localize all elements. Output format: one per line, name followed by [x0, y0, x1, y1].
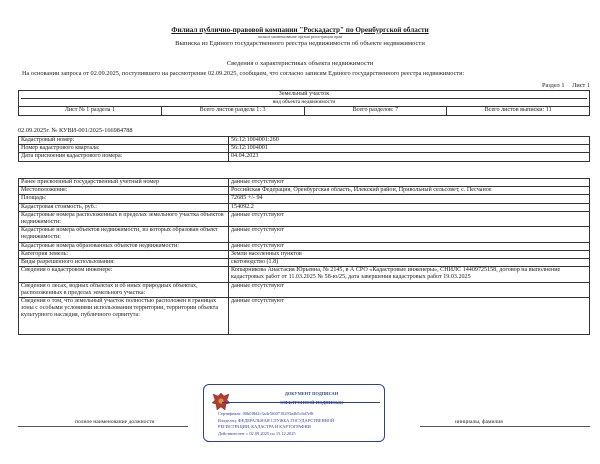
row-label: Категория земель:	[19, 250, 229, 258]
row-value: данные отсутствуют	[229, 227, 590, 242]
table-row	[19, 203, 590, 211]
table-row	[19, 242, 590, 250]
row-label: Кадастровый номер:	[19, 137, 229, 145]
table-row	[19, 153, 590, 161]
row-label: Номер кадастрового квартала:	[19, 145, 229, 153]
object-type-cell	[19, 91, 590, 107]
organization-caption: полное наименование органа регистрации прав	[257, 34, 343, 39]
row-label: Кадастровые номера объектов недвижимости, из которых образован объект недвижимости:	[19, 227, 229, 242]
registration-number: 02.09.2025г. № КУВИ-001/2025-166984788	[18, 127, 133, 134]
table-row	[19, 195, 590, 203]
position-caption: полное наименование должности	[75, 419, 155, 425]
table-row	[19, 187, 590, 195]
electronic-signature-stamp	[203, 384, 385, 442]
section-label: Раздел 1	[541, 82, 565, 89]
row-value: Российская Федерация, Оренбургская область, Илекский район, Привольный сельсовет, с. Песчаное	[229, 187, 590, 195]
row-label: Сведения о кадастровом инженере:	[19, 267, 229, 282]
row-value: скотоводство (1.8)	[229, 259, 590, 267]
table-row	[19, 298, 590, 335]
total-sheets: Всего листов выписки: 11	[447, 107, 590, 115]
row-value: 04.04.2023	[229, 153, 590, 161]
stamp-owner-cont: РЕГИСТРАЦИИ, КАДАСТРА И КАРТОГРАФИИ	[218, 424, 311, 429]
row-label: Местоположение:	[19, 187, 229, 195]
stamp-certificate: Сертификат: 00b0f8d2c3a4e5f60718293a4b5c6d7e8f	[218, 411, 314, 416]
page-info	[542, 82, 590, 89]
object-type-row	[19, 91, 590, 107]
row-label: Ранее присвоенный государственный учетный номер	[19, 179, 229, 187]
sheet-counts-row	[19, 107, 590, 115]
stamp-validity: Действителен: с 02.09.2025 по 15.12.2025	[218, 431, 296, 436]
intro-text: На основании запроса от 02.09.2025, поступившего на рассмотрение 02.09.2025, сообщаем, что согласно записям Единого государственного реестра недвижимости:	[22, 70, 465, 77]
row-value: Копырникова Анастасия Юрьевна, № 2145, в А СРО «Кадастровые инженеры», СНИЛС 14409725158, договор на выполнение кадастровых работ от 11.03.2025 № 58-ю/25, дата завершения кадастровых работ 19.03.2025	[229, 267, 590, 282]
row-value: Земли населенных пунктов	[229, 250, 590, 258]
row-value: 72685 +/- 94	[229, 195, 590, 203]
row-label: Площадь:	[19, 195, 229, 203]
object-summary-table	[18, 90, 590, 116]
object-type-caption: вид объекта недвижимости	[21, 98, 587, 106]
identifiers-table	[18, 136, 590, 162]
row-value: данные отсутствуют	[229, 211, 590, 226]
table-row	[19, 282, 590, 297]
sheet-label: Лист 1	[572, 82, 590, 89]
table-row	[19, 145, 590, 153]
row-value: 56:12:1004001:260	[229, 137, 590, 145]
name-signature-line	[420, 426, 590, 427]
table-row	[19, 267, 590, 282]
details-table	[18, 178, 590, 335]
stamp-owner: Владелец: ФЕДЕРАЛЬНАЯ СЛУЖБА ГОСУДАРСТВЕННОЙ	[218, 418, 335, 423]
table-row	[19, 250, 590, 258]
table-row	[19, 137, 590, 145]
table-row	[19, 259, 590, 267]
row-label: Сведения о лесах, водных объектах и об иных природных объектах, расположенных в пределах земельного участка:	[19, 282, 229, 297]
object-type: Земельный участок	[278, 91, 330, 97]
row-label: Кадастровые номера расположенных в пределах земельного участка объектов недвижимости:	[19, 211, 229, 226]
stamp-title-line2: ЭЛЕКТРОННОЙ ПОДПИСЬЮ	[279, 400, 344, 406]
row-label: Дата присвоения кадастрового номера:	[19, 153, 229, 161]
row-label: Виды разрешенного использования:	[19, 259, 229, 267]
row-label: Кадастровые номера образованных объектов недвижимости:	[19, 242, 229, 250]
table-row	[19, 227, 590, 242]
row-value: 56:12:1004001	[229, 145, 590, 153]
name-caption: инициалы, фамилия	[455, 419, 503, 425]
row-value: данные отсутствуют	[229, 242, 590, 250]
total-sheets-section: Всего листов раздела 1: 3	[161, 107, 304, 115]
row-label: Сведения о том, что земельный участок полностью расположен в границах зоны с особыми условиями использования территории, территории объекта культурного наследия, публичного сервитута:	[19, 298, 229, 335]
row-label: Кадастровая стоимость, руб.:	[19, 203, 229, 211]
extract-title: Выписка из Единого государственного реестра недвижимости об объекте недвижимости	[175, 40, 425, 47]
row-value: данные отсутствуют	[229, 282, 590, 297]
row-value: 154092.2	[229, 203, 590, 211]
position-signature-line	[18, 426, 188, 427]
row-value: данные отсутствуют	[229, 179, 590, 187]
table-row	[19, 211, 590, 226]
stamp-title-line1: ДОКУМЕНТ ПОДПИСАН	[284, 391, 339, 396]
organization-name: Филиал публично-правовой компании "Роскадастр" по Оренбургской области	[171, 26, 429, 34]
total-sections: Всего разделов: 7	[304, 107, 447, 115]
section-title: Сведения о характеристиках объекта недвижимости	[226, 60, 374, 67]
sheet-number: Лист № 1 раздела 1	[19, 107, 162, 115]
table-row	[19, 179, 590, 187]
row-value: данные отсутствуют	[229, 298, 590, 335]
stamp-title	[244, 391, 379, 406]
